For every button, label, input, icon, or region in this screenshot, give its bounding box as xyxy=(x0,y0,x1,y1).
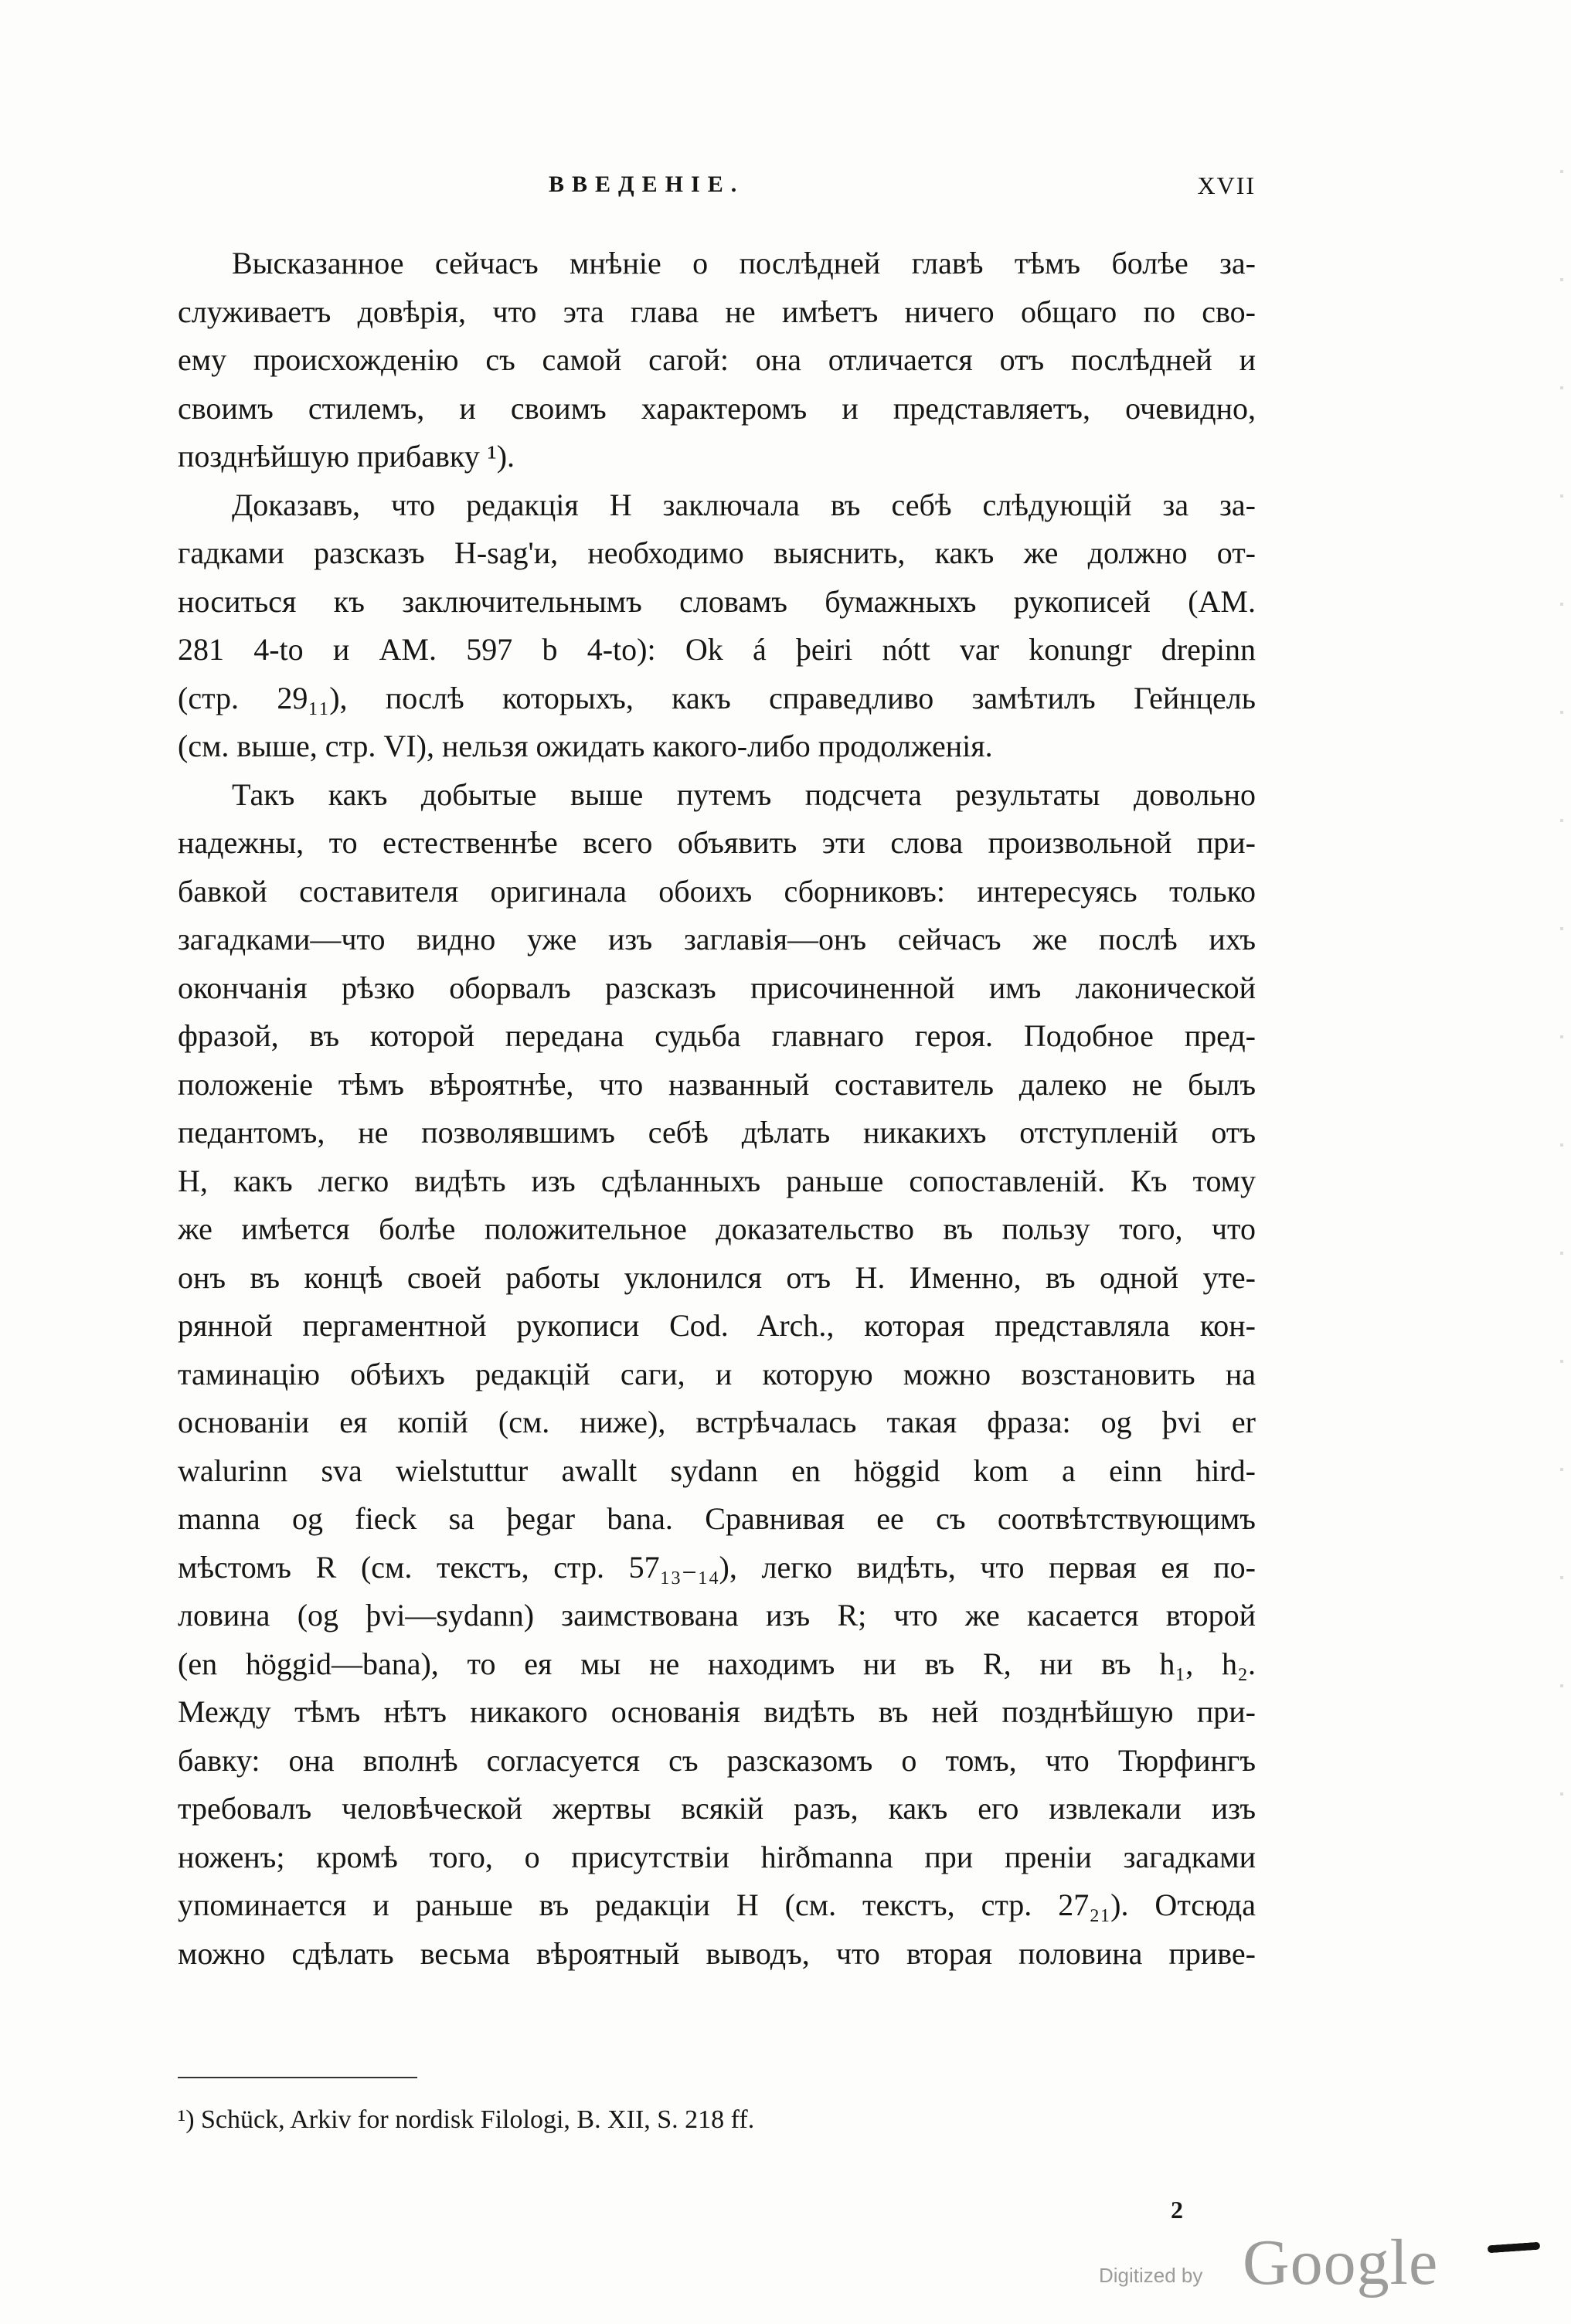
text-line: позднѣйшую прибавку ¹). xyxy=(178,439,515,474)
text-line: положеніе тѣмъ вѣроятнѣе, что названный составитель далеко не былъ xyxy=(178,1066,1256,1102)
body-text xyxy=(178,240,1256,1978)
text-line: своимъ стилемъ, и своимъ характеромъ и представляетъ, очевидно, xyxy=(178,390,1256,426)
text-line: walurinn sva wielstuttur awallt sydann en höggid kom a einn hird- xyxy=(178,1452,1256,1488)
paragraph-2 xyxy=(178,481,1256,771)
digitized-watermark xyxy=(1099,2225,1439,2302)
text-line: ноженъ; кромѣ того, о присутствіи hirðmanna при преніи загадками xyxy=(178,1839,1256,1874)
google-logo: Google xyxy=(1243,2227,1439,2299)
page-number: XVII xyxy=(1197,172,1256,199)
text-line: таминацію обѣихъ редакцій саги, и которую можно возстановить на xyxy=(178,1356,1256,1391)
text-line: ловина (og þvi—sydann) заимствована изъ R; что же касается второй xyxy=(178,1598,1256,1633)
paragraph-1 xyxy=(178,240,1256,481)
text-line: окончанія рѣзко оборвалъ разсказъ присочиненной имъ лаконической xyxy=(178,970,1256,1005)
running-head xyxy=(178,172,1256,210)
text-line: (см. выше, стр. VI), нельзя ожидать какого-либо продолженія. xyxy=(178,729,993,763)
text-line: можно сдѣлать весьма вѣроятный выводъ, что вторая половина приве- xyxy=(178,1935,1256,1971)
text-line: упоминается и раньше въ редакціи H (см. текстъ, стр. 27₂₁). Отсюда xyxy=(178,1887,1256,1922)
text-line: Доказавъ, что редакція H заключала въ себѣ слѣдующій за за- xyxy=(232,487,1256,522)
scan-margin-specks xyxy=(1560,124,1563,1901)
text-line: Высказанное сейчасъ мнѣніе о послѣдней главѣ тѣмъ болѣе за- xyxy=(232,246,1256,280)
text-line: ему происхожденію съ самой сагой: она отличается отъ послѣдней и xyxy=(178,342,1256,377)
footnote-divider xyxy=(178,2077,417,2078)
scan-edge-mark xyxy=(1488,2242,1541,2254)
text-line: служиваетъ довѣрія, что эта глава не имѣетъ ничего общаго по сво- xyxy=(178,294,1256,329)
footnote: ¹) Schück, Arkiv for nordisk Filologi, B. XII, S. 218 ff. xyxy=(178,2105,755,2134)
text-line: мѣстомъ R (см. текстъ, стр. 57₁₃₋₁₄), легко видѣть, что первая ея по- xyxy=(178,1549,1256,1585)
text-line: загадками—что видно уже изъ заглавія—онъ сейчасъ же послѣ ихъ xyxy=(178,922,1256,956)
text-line: требовалъ человѣческой жертвы всякій разъ, какъ его извлекали изъ xyxy=(178,1791,1256,1826)
text-line: онъ въ концѣ своей работы уклонился отъ H. Именно, въ одной уте- xyxy=(178,1259,1256,1295)
text-line: же имѣется болѣе положительное доказательство въ пользу того, что xyxy=(178,1211,1256,1246)
text-line: H, какъ легко видѣть изъ сдѣланныхъ раньше сопоставленій. Къ тому xyxy=(178,1163,1256,1198)
text-line: надежны, то естественнѣе всего объявить эти слова произвольной при- xyxy=(178,825,1256,860)
text-line: 281 4-to и AM. 597 b 4-to): Ok á þeiri nótt var konungr drepinn xyxy=(178,632,1256,667)
text-line: (en höggid—bana), то ея мы не находимъ ни въ R, ни въ h₁, h₂. xyxy=(178,1646,1256,1681)
text-line: педантомъ, не позволявшимъ себѣ дѣлать никакихъ отступленій отъ xyxy=(178,1115,1256,1150)
text-line: manna og fieck sa þegar bana. Сравнивая ее съ соотвѣтствующимъ xyxy=(178,1501,1256,1536)
text-line: бавкой составителя оригинала обоихъ сборниковъ: интересуясь только xyxy=(178,873,1256,909)
text-line: Между тѣмъ нѣтъ никакого основанія видѣть въ ней позднѣйшую при- xyxy=(178,1694,1256,1729)
text-line: основаніи ея копій (см. ниже), встрѣчалась такая фраза: og þvi er xyxy=(178,1405,1256,1439)
paragraph-3 xyxy=(178,771,1256,1979)
text-line: гадками разсказъ H-sag'и, необходимо выяснить, какъ же должно от- xyxy=(178,535,1256,570)
text-line: бавку: она вполнѣ согласуется съ разсказомъ о томъ, что Тюрфингъ xyxy=(178,1742,1256,1778)
running-head-title: ВВЕДЕНІЕ. xyxy=(549,172,745,197)
signature-mark: 2 xyxy=(1171,2196,1183,2224)
text-line: фразой, въ которой передана судьба главнаго героя. Подобное пред- xyxy=(178,1018,1256,1053)
watermark-prefix: Digitized by xyxy=(1099,2264,1203,2287)
text-line: рянной пергаментной рукописи Cod. Arch., которая представляла кон- xyxy=(178,1308,1256,1343)
text-line: (стр. 29₁₁), послѣ которыхъ, какъ справедливо замѣтилъ Гейнцель xyxy=(178,680,1256,715)
text-line: Такъ какъ добытые выше путемъ подсчета результаты довольно xyxy=(232,776,1256,812)
text-line: носиться къ заключительнымъ словамъ бумажныхъ рукописей (AM. xyxy=(178,583,1256,619)
